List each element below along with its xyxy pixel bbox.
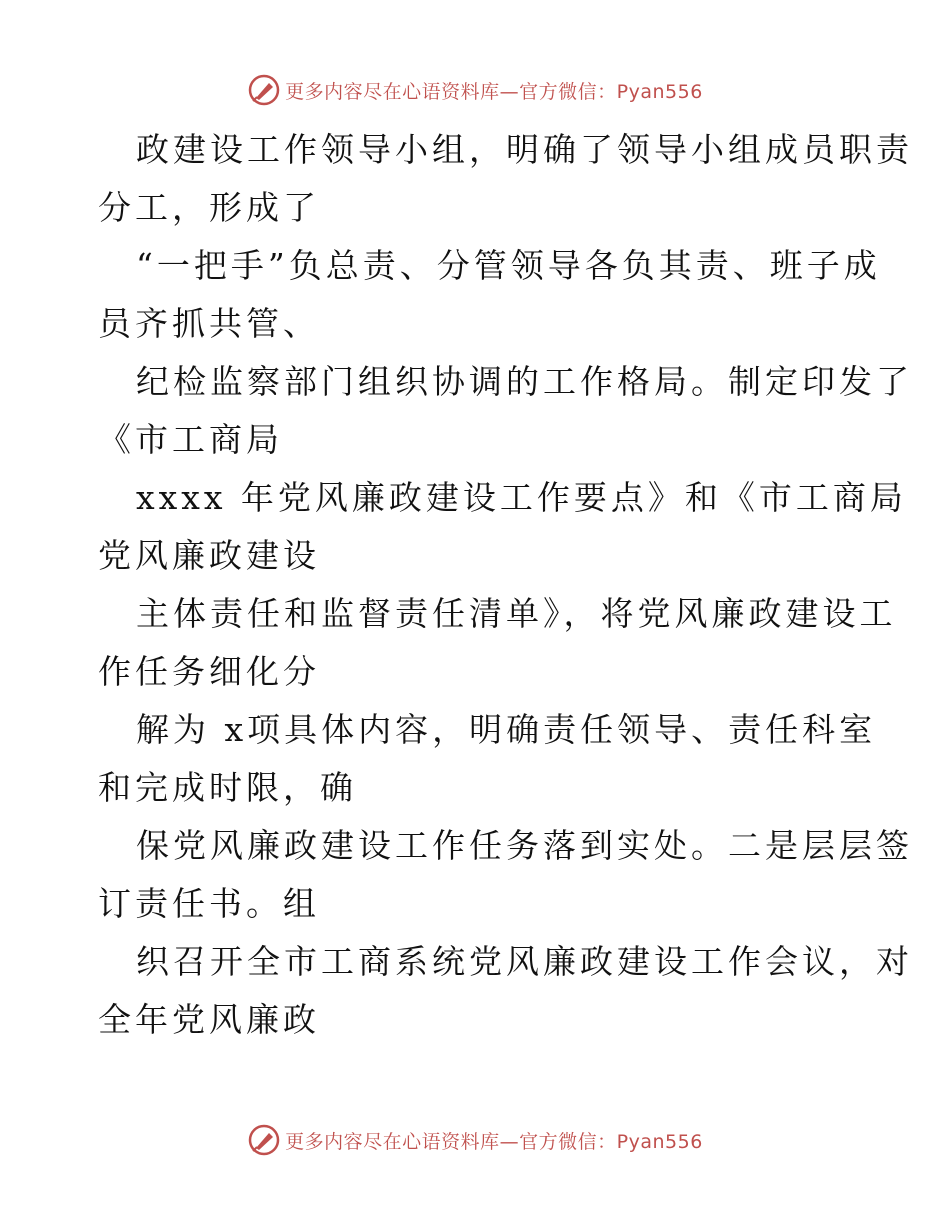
text-line: 全年党风廉政	[98, 1000, 320, 1039]
top-watermark-banner	[0, 70, 950, 110]
watermark-text-top: 更多内容尽在心语资料库—官方微信：Pyan556	[285, 80, 703, 103]
text-line: 纪检监察部门组织协调的工作格局。制定印发了	[136, 362, 913, 401]
text-line: 主体责任和监督责任清单》，将党风廉政建设工	[136, 594, 897, 633]
text-line: “一把手”负总责、分管领导各负其责、班子成	[136, 246, 881, 285]
text-line: 织召开全市工商系统党风廉政建设工作会议，对	[136, 942, 913, 981]
text-line: 政建设工作领导小组，明确了领导小组成员职责	[136, 130, 913, 169]
text-line: xxxx 年党风廉政建设工作要点》和《市工商局	[136, 478, 907, 517]
pen-nib-logo-icon	[247, 1123, 281, 1157]
text-line: 党风廉政建设	[98, 536, 320, 575]
text-line: 解为 x项具体内容，明确责任领导、责任科室	[136, 710, 877, 749]
text-line: 员齐抓共管、	[98, 304, 320, 343]
text-line: 保党风廉政建设工作任务落到实处。二是层层签	[136, 826, 913, 865]
text-line: 订责任书。组	[98, 884, 320, 923]
pen-nib-logo-icon	[247, 73, 281, 107]
text-line: 分工，形成了	[98, 188, 320, 227]
text-line: 《市工商局	[98, 420, 283, 459]
text-line: 和完成时限，确	[98, 768, 357, 807]
text-line: 作任务细化分	[98, 652, 320, 691]
watermark-text-bottom: 更多内容尽在心语资料库—官方微信：Pyan556	[285, 1130, 703, 1153]
bottom-watermark-banner	[0, 1120, 950, 1160]
